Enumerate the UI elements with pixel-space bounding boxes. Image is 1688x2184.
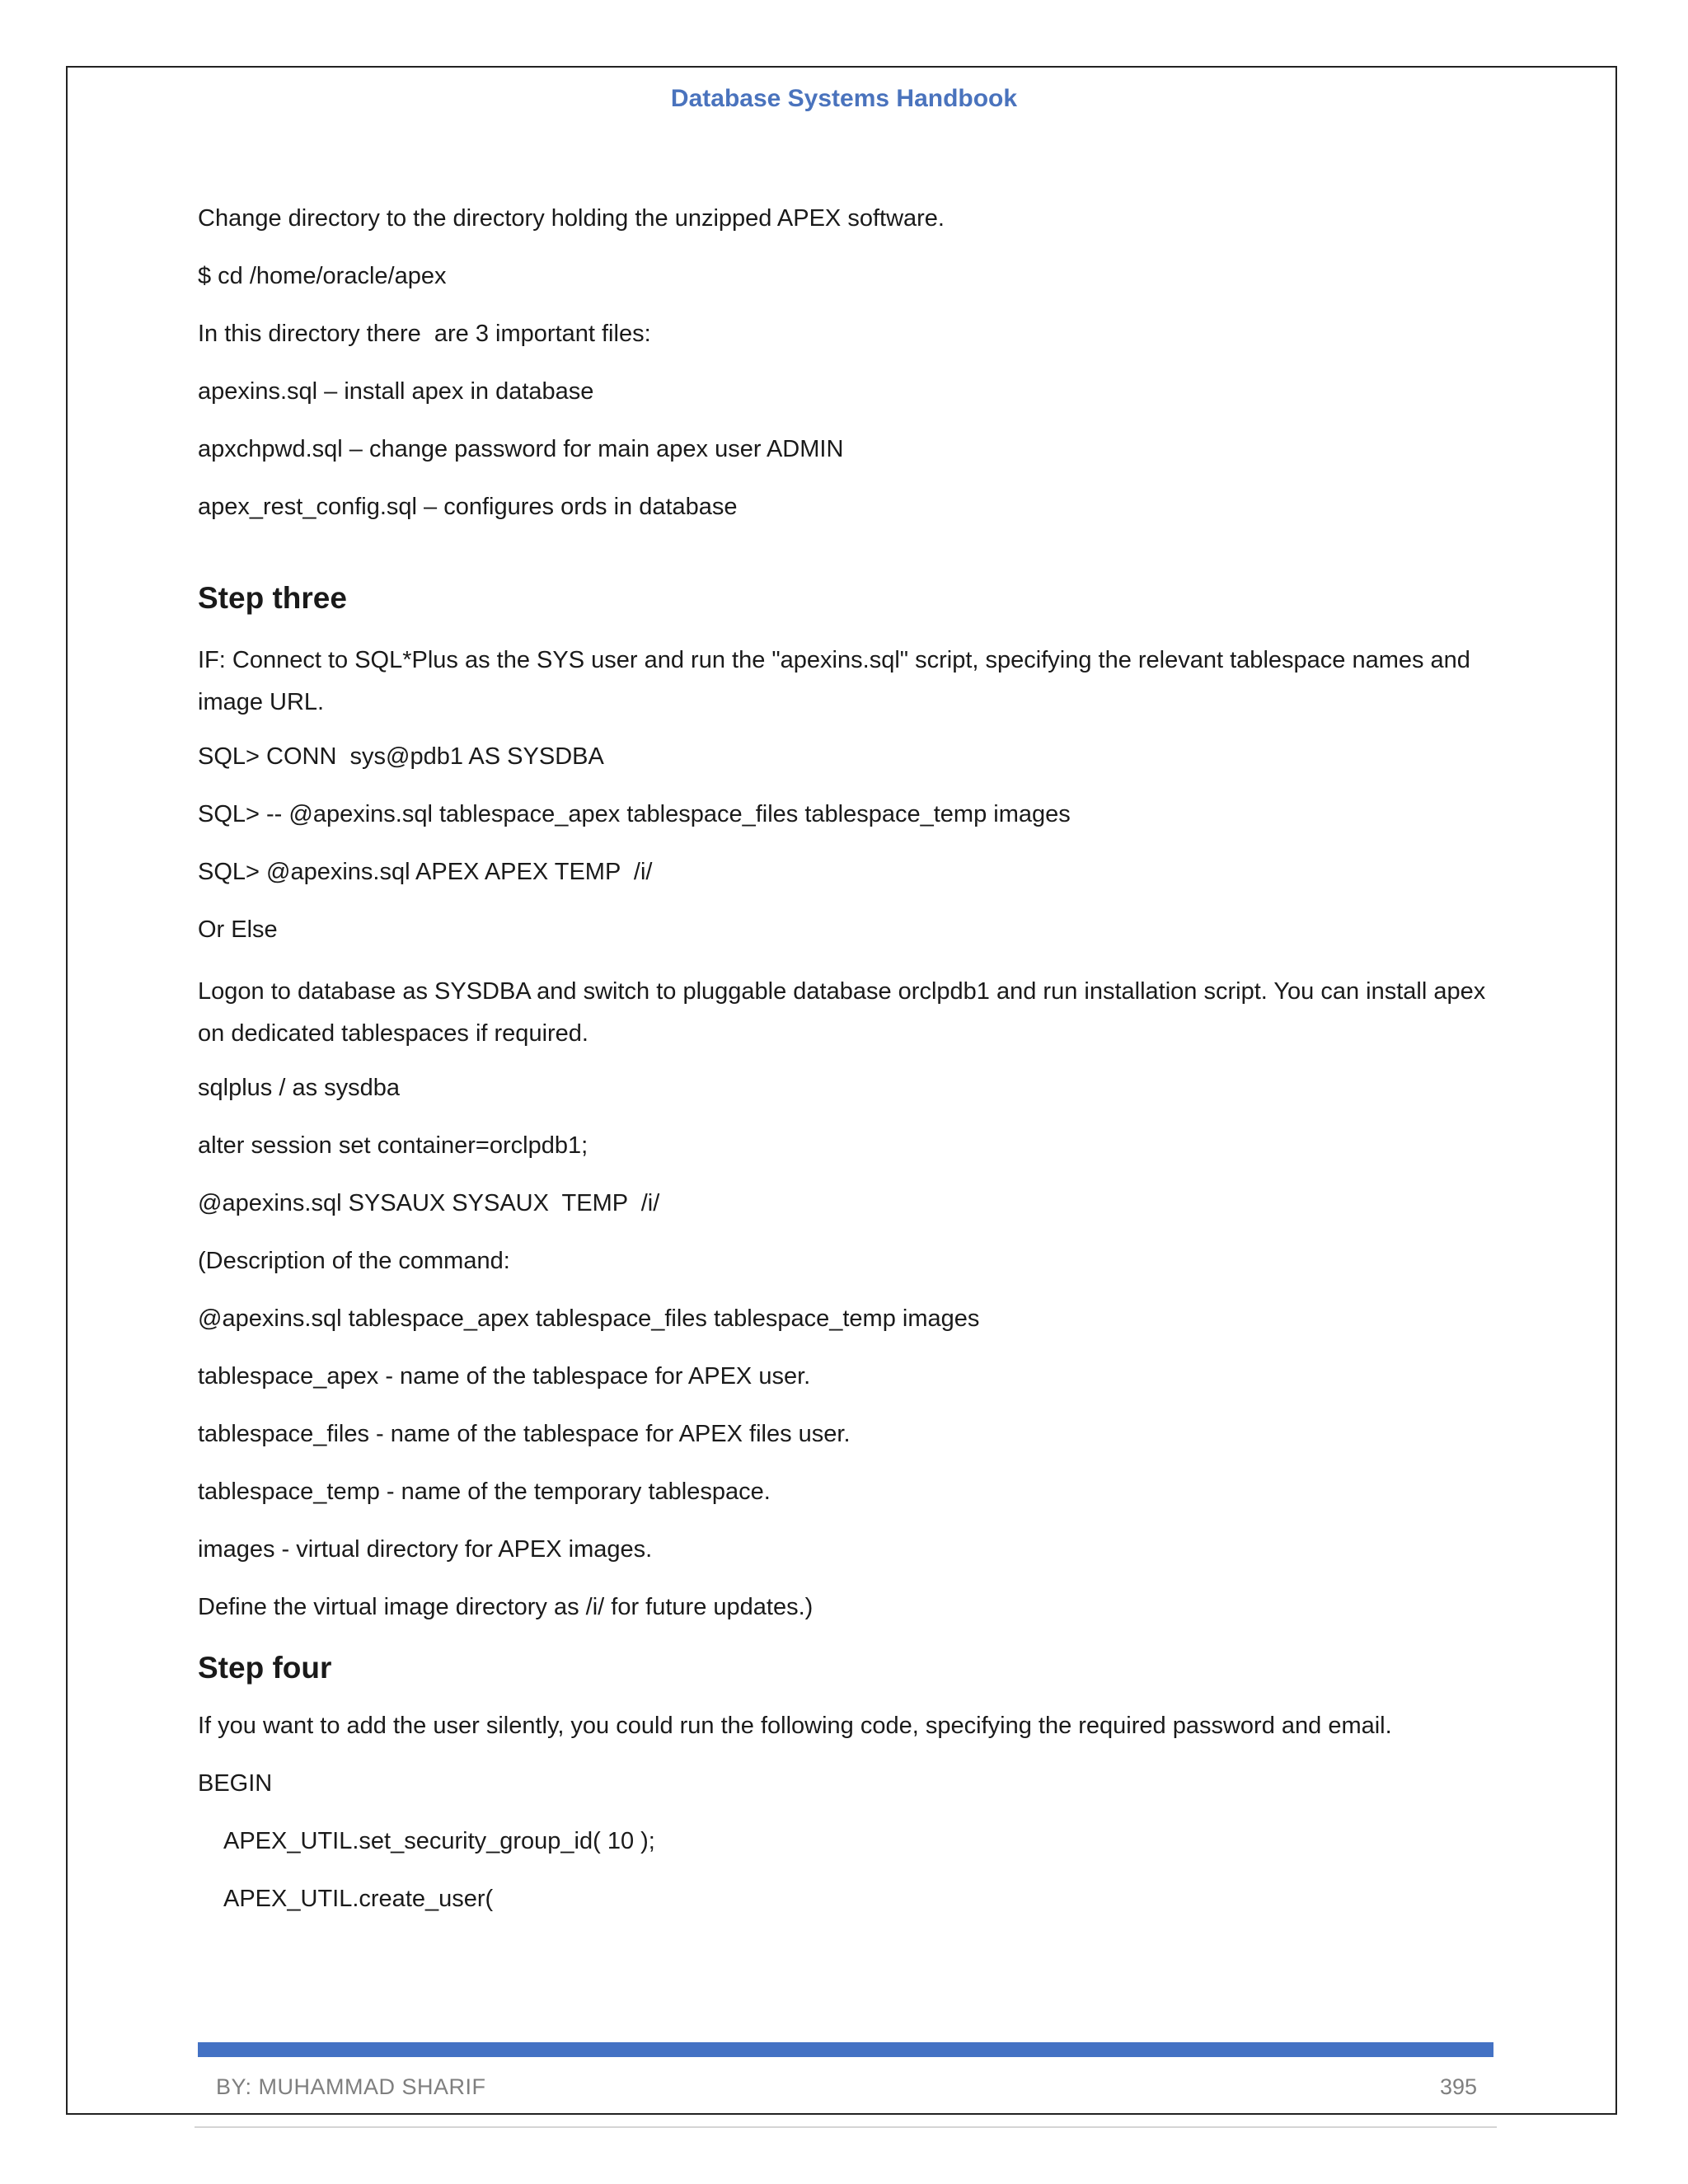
command-alter-session: alter session set container=orclpdb1; bbox=[198, 1132, 588, 1159]
bottom-divider bbox=[195, 2126, 1497, 2128]
paragraph-or-else: Or Else bbox=[198, 916, 278, 943]
paragraph-connect-sqlplus: IF: Connect to SQL*Plus as the SYS user and run the "apexins.sql" script, specifying the relevant tablespace names and image URL. bbox=[198, 647, 1478, 715]
paragraph-add-user-silently: If you want to add the user silently, you could run the following code, specifying the required password and email. bbox=[198, 1713, 1392, 1739]
paragraph-important-files: In this directory there are 3 important files: bbox=[198, 321, 651, 347]
code-set-security-group: APEX_UTIL.set_security_group_id( 10 ); bbox=[223, 1828, 655, 1854]
command-apexins-sysaux: @apexins.sql SYSAUX SYSAUX TEMP /i/ bbox=[198, 1190, 660, 1216]
paragraph-logon-sysdba: Logon to database as SYSDBA and switch to pluggable database orclpdb1 and run installation script. You can install apex on dedicated tablespaces if required. bbox=[198, 978, 1493, 1047]
footer-accent-bar bbox=[198, 2042, 1493, 2057]
command-conn-sys: SQL> CONN sys@pdb1 AS SYSDBA bbox=[198, 743, 604, 770]
description-tablespace-files: tablespace_files - name of the tablespace for APEX files user. bbox=[198, 1421, 851, 1447]
command-apexins-syntax-comment: SQL> -- @apexins.sql tablespace_apex tablespace_files tablespace_temp images bbox=[198, 801, 1071, 827]
paragraph-change-directory: Change directory to the directory holding the unzipped APEX software. bbox=[198, 205, 945, 232]
file-apexins: apexins.sql – install apex in database bbox=[198, 378, 594, 405]
file-apxchpwd: apxchpwd.sql – change password for main apex user ADMIN bbox=[198, 436, 844, 462]
paragraph-description-intro: (Description of the command: bbox=[198, 1248, 510, 1274]
page-content bbox=[198, 202, 1500, 1940]
heading-step-three: Step three bbox=[198, 581, 347, 615]
footer-author: BY: MUHAMMAD SHARIF bbox=[216, 2074, 486, 2099]
code-begin: BEGIN bbox=[198, 1770, 273, 1797]
command-apexins-apex: SQL> @apexins.sql APEX APEX TEMP /i/ bbox=[198, 859, 653, 885]
description-tablespace-apex: tablespace_apex - name of the tablespace for APEX user. bbox=[198, 1363, 811, 1390]
file-apex-rest-config: apex_rest_config.sql – configures ords in database bbox=[198, 494, 738, 520]
command-apexins-syntax: @apexins.sql tablespace_apex tablespace_files tablespace_temp images bbox=[198, 1305, 980, 1332]
command-cd-apex: $ cd /home/oracle/apex bbox=[198, 263, 447, 289]
description-tablespace-temp: tablespace_temp - name of the temporary tablespace. bbox=[198, 1479, 771, 1505]
heading-step-four: Step four bbox=[198, 1651, 332, 1685]
code-create-user: APEX_UTIL.create_user( bbox=[223, 1886, 494, 1912]
description-images: images - virtual directory for APEX images. bbox=[198, 1536, 653, 1563]
running-header-title: Database Systems Handbook bbox=[670, 85, 1018, 112]
paragraph-virtual-directory: Define the virtual image directory as /i/ for future updates.) bbox=[198, 1594, 814, 1620]
command-sqlplus-sysdba: sqlplus / as sysdba bbox=[198, 1075, 401, 1101]
page-number: 395 bbox=[1439, 2074, 1477, 2099]
